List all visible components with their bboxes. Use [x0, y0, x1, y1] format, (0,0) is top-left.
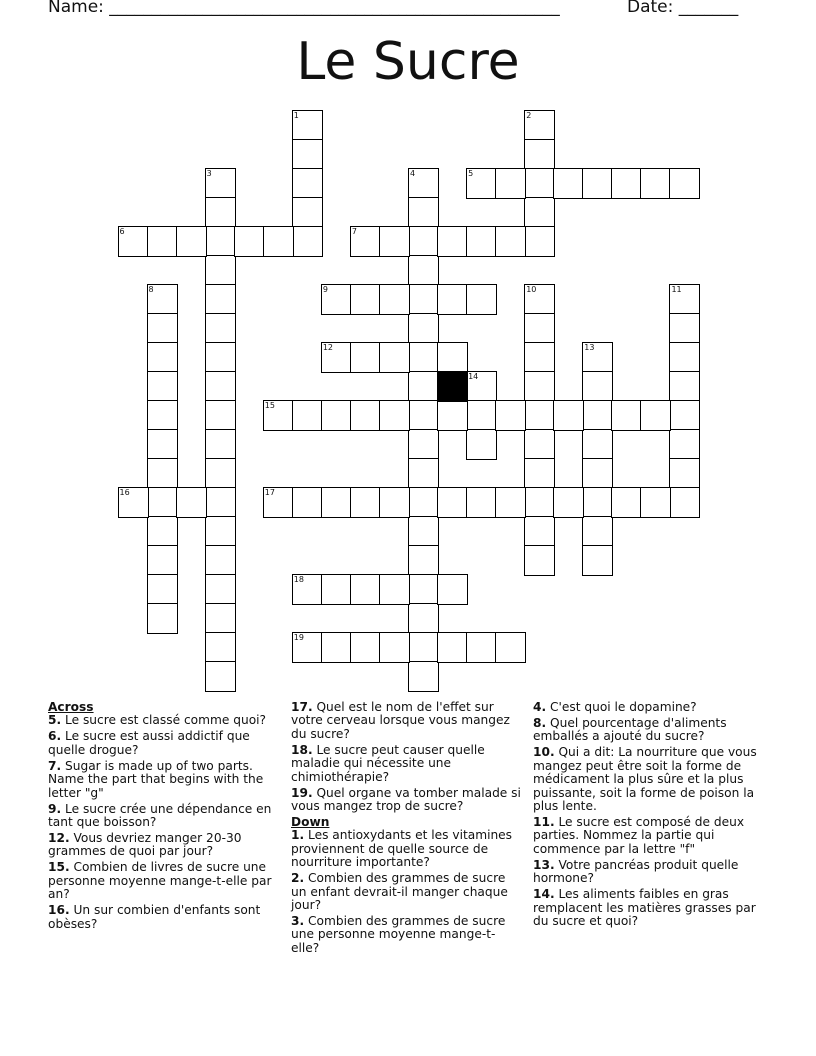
grid-cell[interactable] [466, 429, 497, 460]
grid-cell[interactable] [466, 487, 497, 518]
grid-cell[interactable] [147, 371, 178, 402]
cell-number: 1 [293, 110, 299, 120]
grid-cell[interactable] [292, 574, 323, 605]
grid-cell[interactable] [292, 487, 323, 518]
down-heading: Down [291, 815, 330, 830]
clue-number: 14. [533, 887, 555, 902]
clue-across-19 [291, 787, 523, 814]
clue-number: 19. [291, 785, 313, 800]
clue-number: 13. [533, 857, 555, 872]
grid-cell[interactable] [379, 342, 410, 373]
grid-cell[interactable] [205, 226, 236, 257]
grid-cell[interactable] [408, 661, 439, 692]
clue-text: C'est quoi le dopamine? [550, 700, 697, 714]
grid-cell[interactable] [205, 197, 236, 228]
clues-column-3 [533, 701, 773, 931]
clue-across-9 [48, 803, 274, 830]
clue-text: Le sucre est classé comme quoi? [65, 713, 267, 728]
grid-cell[interactable] [495, 226, 526, 257]
grid-cell[interactable] [524, 342, 555, 373]
grid-cell[interactable] [437, 284, 468, 315]
clue-text: Quel est le nom de l'effet sur votre cerveau lorsque vous mangez du sucre? [291, 700, 510, 741]
cell-number: 5 [468, 168, 474, 178]
clue-across-18 [291, 744, 523, 784]
grid-cell[interactable] [350, 342, 381, 373]
grid-cell[interactable] [524, 429, 555, 460]
cell-number: 3 [206, 168, 212, 178]
grid-cell[interactable] [321, 574, 352, 605]
clue-down-1 [291, 829, 523, 869]
grid-cell[interactable] [205, 342, 236, 373]
clue-down-4 [533, 701, 773, 714]
grid-cell[interactable] [408, 400, 439, 431]
grid-cell[interactable] [205, 632, 236, 663]
grid-cell[interactable] [466, 371, 497, 402]
grid-cell[interactable] [350, 632, 381, 663]
clue-number: 7. [48, 758, 62, 773]
cell-number: 9 [322, 284, 328, 294]
clue-number: 2. [291, 871, 305, 886]
clue-text: Votre pancréas produit quelle hormone? [533, 857, 739, 886]
grid-cell[interactable] [147, 400, 178, 431]
grid-cell[interactable] [408, 487, 439, 518]
grid-cell[interactable] [205, 458, 236, 489]
cell-number: 19 [293, 633, 304, 643]
grid-cell[interactable] [437, 574, 468, 605]
grid-cell[interactable] [408, 197, 439, 228]
grid-cell[interactable] [669, 429, 700, 460]
cell-number: 12 [322, 342, 334, 352]
grid-cell[interactable] [524, 545, 555, 576]
grid-cell[interactable] [408, 255, 439, 286]
grid-cell[interactable] [640, 168, 671, 199]
grid-cell[interactable] [147, 487, 178, 518]
clue-number: 12. [48, 831, 70, 846]
grid-cell[interactable] [408, 545, 439, 576]
grid-cell[interactable] [147, 603, 178, 634]
grid-cell[interactable] [582, 545, 613, 576]
clue-number: 17. [291, 700, 313, 714]
grid-cell[interactable] [669, 458, 700, 489]
grid-cell[interactable] [408, 516, 439, 547]
cell-number: 14 [468, 371, 479, 381]
clue-number: 6. [48, 729, 62, 744]
grid-cell[interactable] [292, 632, 323, 663]
grid-cell[interactable] [669, 371, 700, 402]
grid-cell[interactable] [205, 284, 236, 315]
grid-cell[interactable] [205, 168, 236, 199]
grid-cell[interactable] [147, 429, 178, 460]
grid-cell[interactable] [582, 487, 613, 518]
grid-cell[interactable] [495, 168, 526, 199]
grid-cell[interactable] [263, 400, 294, 431]
grid-cell[interactable] [379, 632, 410, 663]
grid-cell[interactable] [321, 487, 352, 518]
clue-across-12 [48, 832, 274, 859]
grid-cell[interactable] [292, 168, 323, 199]
grid-cell[interactable] [234, 226, 265, 257]
cell-number: 7 [351, 226, 357, 236]
grid-cell[interactable] [524, 458, 555, 489]
grid-cell[interactable] [524, 516, 555, 547]
clue-number: 4. [533, 700, 547, 714]
date-line: Date: _______ [627, 0, 739, 17]
cell-number: 18 [293, 575, 304, 585]
grid-cell[interactable] [611, 168, 642, 199]
grid-cell[interactable] [292, 110, 323, 141]
clue-number: 18. [291, 742, 313, 757]
clue-number: 5. [48, 713, 62, 728]
grid-cell[interactable] [321, 400, 352, 431]
grid-cell[interactable] [582, 371, 613, 402]
grid-cell[interactable] [205, 400, 236, 431]
page-title: Le Sucre [296, 32, 520, 92]
grid-cell[interactable] [205, 516, 236, 547]
clue-across-6 [48, 730, 274, 757]
grid-cell[interactable] [379, 574, 410, 605]
cell-number: 2 [526, 110, 532, 120]
clue-number: 9. [48, 801, 62, 816]
clue-text: Qui a dit: La nourriture que vous mangez peut être soit la forme de médicament la plus sûre et la plus puissante, soit la forme de poison la plus lente. [533, 745, 757, 814]
grid-cell[interactable] [553, 487, 584, 518]
grid-cell[interactable] [263, 487, 294, 518]
clue-number: 11. [533, 815, 555, 830]
clue-down-3 [291, 915, 523, 955]
clue-text: Les antioxydants et les vitamines proviennent de quelle source de nourriture importante? [291, 828, 513, 870]
grid-cell[interactable] [147, 313, 178, 344]
grid-cell[interactable] [437, 487, 468, 518]
grid-cell[interactable] [408, 458, 439, 489]
grid-cell[interactable] [582, 429, 613, 460]
grid-cell[interactable] [118, 487, 149, 518]
clue-down-8 [533, 717, 773, 744]
clue-down-10 [533, 746, 773, 813]
grid-cell[interactable] [495, 632, 526, 663]
grid-cell[interactable] [292, 139, 323, 170]
grid-cell[interactable] [611, 487, 642, 518]
clue-number: 15. [48, 860, 70, 875]
grid-cell[interactable] [524, 400, 555, 431]
grid-cell[interactable] [437, 400, 468, 431]
grid-cell[interactable] [437, 342, 468, 373]
clue-text: Combien des grammes de sucre un enfant devrait-il manger chaque jour? [291, 871, 508, 913]
grid-cell[interactable] [408, 371, 439, 402]
grid-cell[interactable] [582, 458, 613, 489]
grid-cell[interactable] [205, 487, 236, 518]
grid-cell[interactable] [582, 400, 613, 431]
grid-cell[interactable] [611, 400, 642, 431]
grid-cell[interactable] [408, 313, 439, 344]
grid-cell[interactable] [147, 545, 178, 576]
grid-cell[interactable] [495, 400, 526, 431]
cell-number: 6 [119, 226, 125, 236]
grid-cell[interactable] [524, 226, 555, 257]
grid-cell[interactable] [640, 487, 671, 518]
clue-number: 1. [291, 828, 305, 843]
grid-cell[interactable] [205, 603, 236, 634]
cell-number: 17 [264, 488, 275, 498]
grid-cell[interactable] [640, 400, 671, 431]
clue-number: 3. [291, 914, 305, 929]
grid-cell[interactable] [147, 458, 178, 489]
grid-cell[interactable] [205, 371, 236, 402]
grid-cell[interactable] [524, 313, 555, 344]
grid-cell[interactable] [408, 226, 439, 257]
clue-text: Quel pourcentage d'aliments emballés a ajouté du sucre? [533, 716, 727, 744]
grid-cell[interactable] [350, 284, 381, 315]
grid-cell[interactable] [524, 371, 555, 402]
clue-text: Quel organe va tomber malade si vous mangez trop de sucre? [291, 785, 521, 814]
grid-cell[interactable] [466, 226, 497, 257]
grid-cell[interactable] [524, 110, 555, 141]
grid-cell[interactable] [321, 632, 352, 663]
clue-text: Combien des grammes de sucre une personne moyenne mange-t-elle? [291, 914, 506, 955]
grid-cell[interactable] [669, 487, 700, 518]
grid-cell[interactable] [379, 400, 410, 431]
clue-down-2 [291, 872, 523, 912]
grid-cell[interactable] [350, 400, 381, 431]
name-line: Name: _____________________________________________________ [48, 0, 560, 17]
cell-number: 16 [119, 488, 130, 498]
clues-column-2 [291, 701, 523, 958]
clue-number: 8. [533, 716, 547, 730]
grid-cell[interactable] [205, 661, 236, 692]
grid-cell[interactable] [379, 284, 410, 315]
grid-cell[interactable] [147, 574, 178, 605]
cell-number: 13 [584, 342, 595, 352]
grid-cell[interactable] [176, 487, 207, 518]
clue-across-16 [48, 904, 274, 931]
grid-cell[interactable] [466, 168, 497, 199]
grid-cell[interactable] [205, 313, 236, 344]
clue-text: Les aliments faibles en gras remplacent les matières grasses par du sucre et quoi? [533, 887, 756, 929]
clue-down-14 [533, 888, 773, 928]
grid-cell[interactable] [118, 226, 149, 257]
grid-cell[interactable] [379, 487, 410, 518]
grid-cell[interactable] [437, 226, 468, 257]
cell-number: 10 [526, 284, 537, 294]
clue-text: Combien de livres de sucre une personne moyenne mange-t-elle par an? [48, 860, 272, 902]
grid-cell[interactable] [350, 226, 381, 257]
grid-cell[interactable] [437, 632, 468, 663]
clue-text: Le sucre est aussi addictif que quelle drogue? [48, 729, 250, 757]
clue-across-7 [48, 760, 274, 800]
clue-down-11 [533, 816, 773, 856]
grid-cell[interactable] [147, 342, 178, 373]
grid-cell[interactable] [466, 400, 497, 431]
grid-cell[interactable] [524, 139, 555, 170]
clue-text: Vous devriez manger 20-30 grammes de quoi par jour? [48, 831, 242, 859]
grid-cell[interactable] [176, 226, 207, 257]
grid-cell[interactable] [582, 342, 613, 373]
clue-across-15 [48, 861, 274, 901]
grid-cell[interactable] [147, 284, 178, 315]
clue-text: Sugar is made up of two parts. Name the part that begins with the letter "g" [48, 758, 264, 800]
grid-cell[interactable] [466, 284, 497, 315]
grid-cell[interactable] [408, 342, 439, 373]
grid-cell[interactable] [379, 226, 410, 257]
grid-cell[interactable] [669, 342, 700, 373]
grid-cell[interactable] [408, 574, 439, 605]
grid-cell[interactable] [321, 342, 352, 373]
grid-cell[interactable] [321, 284, 352, 315]
across-heading: Across [48, 700, 94, 714]
clue-text: Un sur combien d'enfants sont obèses? [48, 903, 261, 931]
grid-cell[interactable] [147, 516, 178, 547]
grid-cell[interactable] [205, 255, 236, 286]
grid-cell[interactable] [408, 429, 439, 460]
grid-cell[interactable] [524, 197, 555, 228]
cell-number: 8 [148, 284, 154, 294]
grid-cell[interactable] [669, 313, 700, 344]
cell-number: 11 [671, 284, 682, 294]
grid-cell[interactable] [553, 400, 584, 431]
grid-cell[interactable] [292, 400, 323, 431]
clue-across-17 [291, 701, 523, 741]
cell-number: 4 [410, 168, 416, 178]
grid-cell[interactable] [466, 632, 497, 663]
clue-across-5 [48, 714, 274, 727]
grid-cell[interactable] [350, 487, 381, 518]
grid-cell[interactable] [408, 284, 439, 315]
grid-cell[interactable] [292, 197, 323, 228]
grid-cell[interactable] [205, 574, 236, 605]
grid-cell[interactable] [205, 429, 236, 460]
grid-cell[interactable] [408, 603, 439, 634]
clue-number: 16. [48, 903, 70, 918]
clues-column-1 [48, 701, 274, 934]
grid-cell[interactable] [408, 632, 439, 663]
grid-cell[interactable] [263, 226, 294, 257]
grid-cell[interactable] [553, 168, 584, 199]
grid-cell[interactable] [524, 168, 555, 199]
black-square [437, 371, 468, 402]
clue-text: Le sucre peut causer quelle maladie qui nécessite une chimiothérapie? [291, 742, 485, 784]
grid-cell[interactable] [582, 168, 613, 199]
grid-cell[interactable] [582, 516, 613, 547]
clue-down-13 [533, 859, 773, 886]
grid-cell[interactable] [669, 168, 700, 199]
grid-cell[interactable] [495, 487, 526, 518]
grid-cell[interactable] [524, 284, 555, 315]
clue-text: Le sucre crée une dépendance en tant que boisson? [48, 801, 272, 830]
grid-cell[interactable] [147, 226, 178, 257]
clue-text: Le sucre est composé de deux parties. Nommez la partie qui commence par la lettre "f" [533, 815, 745, 856]
grid-cell[interactable] [205, 545, 236, 576]
grid-cell[interactable] [408, 168, 439, 199]
grid-cell[interactable] [524, 487, 555, 518]
grid-cell[interactable] [669, 400, 700, 431]
cell-number: 15 [264, 401, 275, 410]
grid-cell[interactable] [669, 284, 700, 315]
grid-cell[interactable] [350, 574, 381, 605]
clue-number: 10. [533, 745, 555, 760]
grid-cell[interactable] [292, 226, 323, 257]
